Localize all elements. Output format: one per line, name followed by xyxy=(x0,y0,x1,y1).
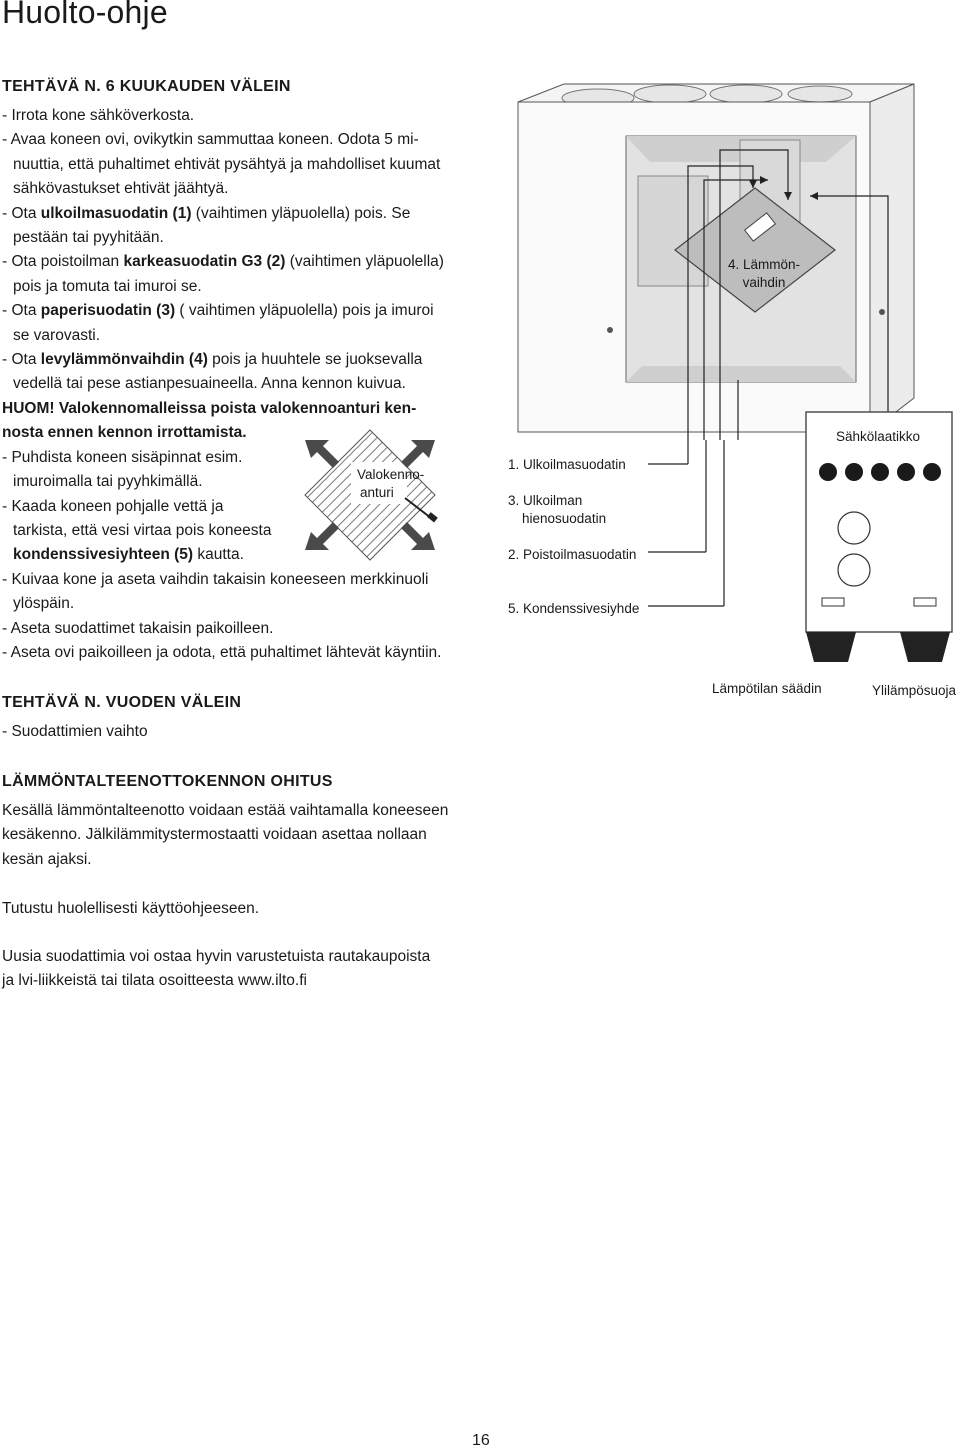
task-line-emphasis: ulkoilmasuodatin (1) xyxy=(40,204,192,222)
task-line-text: ylöspäin. xyxy=(13,595,75,613)
callout-fine-filter-line-2: hienosuodatin xyxy=(522,511,607,526)
task-line xyxy=(2,202,444,226)
task-line-text: - Avaa koneen ovi, ovikytkin sammuttaa koneen. Odota 5 mi- xyxy=(2,131,419,149)
electrical-box xyxy=(804,410,954,650)
filter-note-line: ja lvi-liikkeistä tai tilata osoitteesta www.ilto.fi xyxy=(2,972,307,990)
task-line-text: - Kaada koneen pohjalle vettä ja xyxy=(2,497,224,515)
page-number: 16 xyxy=(472,1432,490,1449)
task-line xyxy=(2,226,444,250)
callout-heat-exchanger-line-1: 4. Lämmön- xyxy=(728,257,801,272)
task-line-text: kautta. xyxy=(193,546,244,564)
page-title: Huolto-ohje xyxy=(2,0,168,30)
task-line-text: - Irrota kone sähköverkosta. xyxy=(2,107,195,124)
task-line-text: sähkövastukset ehtivät jäähtyä. xyxy=(13,180,229,198)
task-yearly-heading: TEHTÄVÄ N. VUODEN VÄLEIN xyxy=(2,694,242,711)
callout-exhaust-filter: 2. Poistoilmasuodatin xyxy=(508,547,637,562)
task-line-emphasis: levylämmönvaihdin (4) xyxy=(40,351,208,369)
task-line xyxy=(2,592,444,616)
task-line-emphasis: karkeasuodatin G3 (2) xyxy=(123,253,286,271)
task-line xyxy=(2,641,444,665)
task-line-text: pois ja tomuta tai imuroi se. xyxy=(13,277,202,295)
label-overheat-protection: Ylilämpösuoja xyxy=(872,683,957,698)
task-line-text: - Aseta ovi paikoilleen ja odota, että puhaltimet lähtevät käyntiin. xyxy=(2,643,442,661)
bypass-text xyxy=(2,799,448,872)
task-line xyxy=(2,397,444,421)
bypass-line: Kesällä lämmöntalteenotto voidaan estää vaihtamalla koneeseen xyxy=(2,802,449,819)
task-line-emphasis: nosta ennen kennon irrottamista. xyxy=(2,424,247,442)
callout-fine-filter xyxy=(508,492,606,528)
task-line-text: - Kuivaa kone ja aseta vaihdin takaisin koneeseen merkkinuoli xyxy=(2,570,429,588)
callout-heat-exchanger xyxy=(728,256,800,292)
task-6-months-heading: TEHTÄVÄ N. 6 KUUKAUDEN VÄLEIN xyxy=(2,78,291,95)
task-line-emphasis: HUOM! Valokennomalleissa poista valokennoanturi ken- xyxy=(2,399,417,417)
electrical-box-title: Sähkölaatikko xyxy=(836,429,921,444)
sensor-label-line-1: Valokenno- xyxy=(357,467,425,482)
sensor-label xyxy=(357,466,424,502)
task-line xyxy=(2,299,444,323)
task-line-text: vedellä tai pese astianpesuaineella. Anna kennon kuivua. xyxy=(13,375,406,393)
task-line-text: (vaihtimen yläpuolella) xyxy=(285,253,444,271)
bypass-line: kesäkenno. Jälkilämmitystermostaatti voidaan asettaa nollaan xyxy=(2,826,427,844)
task-line-text: ( vaihtimen yläpuolella) pois ja imuroi xyxy=(175,302,434,320)
task-yearly-item: - Suodattimien vaihto xyxy=(2,723,148,740)
callout-fine-filter-line-1: 3. Ulkoilman xyxy=(508,493,583,508)
task-line xyxy=(2,104,444,128)
task-line-text: - Aseta suodattimet takaisin paikoilleen. xyxy=(2,619,274,637)
task-line-text: - Ota xyxy=(2,351,41,369)
task-line-text: - Puhdista koneen sisäpinnat esim. xyxy=(2,448,243,466)
sensor-label-line-2: anturi xyxy=(360,485,394,500)
task-line-emphasis: paperisuodatin (3) xyxy=(40,302,176,320)
filter-purchase-note xyxy=(2,945,430,994)
task-line-text: pois ja huuhtele se juoksevalla xyxy=(207,351,423,369)
task-line xyxy=(2,153,444,177)
task-line-text: (vaihtimen yläpuolella) pois. Se xyxy=(191,204,411,222)
task-6-months-list xyxy=(2,104,444,665)
task-line-text: pestään tai pyyhitään. xyxy=(13,229,164,247)
task-line xyxy=(2,568,444,592)
task-line xyxy=(2,128,444,152)
task-line xyxy=(2,250,444,274)
filter-note-line: Uusia suodattimia voi ostaa hyvin varustetuista rautakaupoista xyxy=(2,948,431,965)
callout-outdoor-filter: 1. Ulkoilmasuodatin xyxy=(508,457,626,472)
task-line-text: imuroimalla tai pyyhkimällä. xyxy=(13,473,203,491)
task-line-emphasis: kondenssivesiyhteen (5) xyxy=(13,546,194,564)
task-line xyxy=(2,275,444,299)
task-line-text: se varovasti. xyxy=(13,326,101,344)
task-line-text: nuuttia, että puhaltimet ehtivät pysähtyä ja mahdolliset kuumat xyxy=(13,155,441,173)
task-line xyxy=(2,177,444,201)
bypass-heading: LÄMMÖNTALTEENOTTOKENNON OHITUS xyxy=(2,773,333,790)
task-line-text: - Ota poistoilman xyxy=(2,253,124,271)
task-line xyxy=(2,324,444,348)
electrical-box-knobs xyxy=(800,628,960,688)
task-line-text: - Ota xyxy=(2,204,41,222)
task-line-text: - Ota xyxy=(2,302,41,320)
callout-condensate: 5. Kondenssivesiyhde xyxy=(508,601,640,616)
task-line xyxy=(2,617,444,641)
task-line xyxy=(2,372,444,396)
manual-note: Tutustu huolellisesti käyttöohjeeseen. xyxy=(2,900,260,917)
bypass-line: kesän ajaksi. xyxy=(2,850,92,868)
task-line xyxy=(2,348,444,372)
label-thermostat: Lämpötilan säädin xyxy=(712,681,822,696)
task-line-text: tarkista, että vesi virtaa pois koneesta xyxy=(13,521,272,539)
callout-heat-exchanger-line-2: vaihdin xyxy=(742,275,786,290)
